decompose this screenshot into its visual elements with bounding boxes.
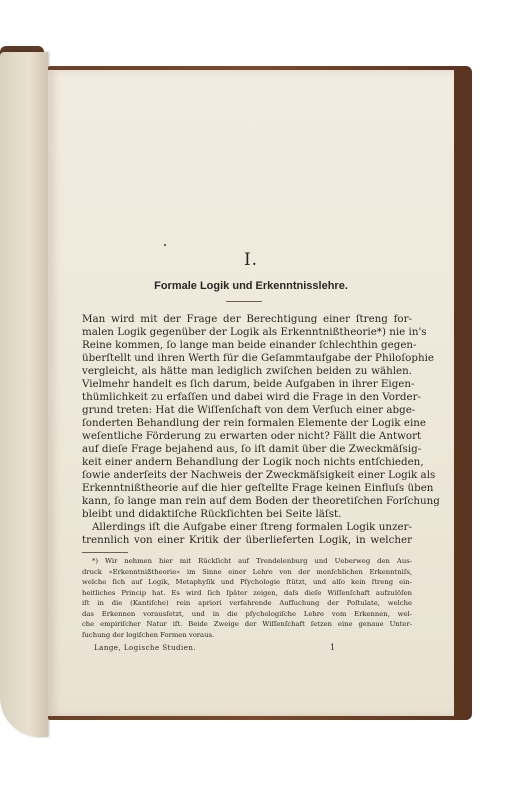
- body-line: vergleicht, als hätte man lediglich zwiſchen beiden zu wählen.: [82, 365, 412, 377]
- body-line: malen Logik gegenüber der Logik als Erkenntnißtheorie*) nie in's: [82, 326, 427, 338]
- body-line: thümlichkeit zu erfaſſen und dabei wird die Frage in den Vorder-: [82, 391, 422, 403]
- body-line: Vielmehr handelt es ſich darum, beide Aufgaben in ihrer Eigen-: [82, 378, 415, 390]
- ink-speck: [164, 244, 166, 246]
- body-line: keit einer andern Behandlung der Logik noch nichts entſchieden,: [82, 456, 424, 468]
- title-divider: [226, 301, 262, 302]
- book-page: [48, 70, 454, 716]
- body-line: trennlich von einer Kritik der überlieferten Logik, in welcher: [82, 534, 412, 546]
- body-line: Allerdings iſt die Aufgabe einer ſtreng formalen Logik unzer-: [92, 521, 412, 533]
- body-line: Reine kommen, ſo lange man beide einander ſchlechthin gegen-: [82, 339, 417, 351]
- body-line: bleibt und didaktiſche Rückſichten bei Seite läſst.: [82, 508, 342, 520]
- body-line: kann, ſo lange man rein auf dem Boden der theoretiſchen Forſchung: [82, 495, 440, 507]
- chapter-title: Formale Logik und Erkenntnisslehre.: [154, 280, 348, 292]
- footnote-line: iſt in die (Kantiſche) rein apriori verfahrende Aufſuchung der Poſtulate, welche: [82, 599, 412, 607]
- footnote-line: das Erkennen vorausſetzt, und in die pſychologiſche Lehre vom Erkennen, wel-: [82, 609, 412, 618]
- body-line: weſentliche Förderung zu erwarten oder nicht? Fällt die Antwort: [82, 430, 422, 442]
- page-number: 1: [330, 643, 336, 652]
- footnote-line: *) Wir nehmen hier mit Rückſicht auf Trendelenburg und Ueberweg den Aus-: [92, 557, 412, 565]
- body-line: grund treten: Hat die Wiſſenſchaft von dem Verſuch einer abge-: [82, 404, 416, 416]
- footnote-line: heitliches Princip hat. Es wird ſich ſpäter zeigen, daſs dieſe Wiſſenſchaft aufzulöſen: [82, 588, 412, 597]
- footnote-line: druck »Erkenntnißtheorie« im Sinne einer Lehre von der menſchlichen Erkenntniſs,: [82, 567, 412, 576]
- footnote-divider: [82, 552, 128, 553]
- body-line: Man wird mit der Frage der Berechtigung einer ſtreng for-: [82, 313, 412, 325]
- body-line: auf dieſe Frage bejahend aus, ſo iſt damit über die Zweckmäſsig-: [82, 443, 422, 455]
- body-line: Erkenntnißtheorie auf die hier geſtellte Frage keinen Einfluſs üben: [82, 482, 434, 494]
- footnote-line: ſuchung der logiſchen Formen voraus.: [82, 630, 215, 639]
- left-page-edge: [0, 52, 48, 737]
- footnote-line: welche ſich auf Logik, Metaphyſik und Pſychologie ſtützt, und alſo kein ſtreng ein-: [82, 578, 412, 586]
- chapter-number: I.: [243, 250, 259, 270]
- footnote-line: che empiriſcher Natur iſt. Beide Zweige der Wiſſenſchaft ſetzen eine genaue Unter-: [82, 620, 412, 628]
- body-line: ſonderten Behandlung der rein formalen Elemente der Logik eine: [82, 417, 427, 429]
- body-line: überſtellt und ihren Werth für die Geſammtaufgabe der Philoſophie: [82, 352, 434, 364]
- body-line: ſowie anderſeits der Nachweis der Zweckmäſsigkeit einer Logik als: [82, 469, 436, 481]
- printer-signature: Lange, Logische Studien.: [94, 644, 197, 652]
